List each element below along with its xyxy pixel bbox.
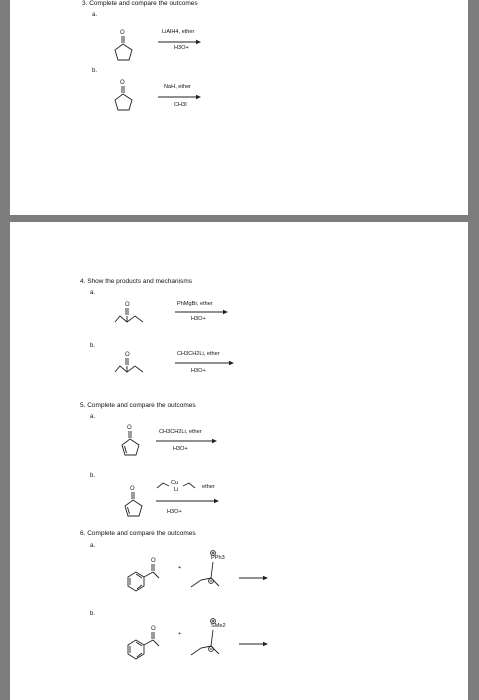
question-3b-label: b. <box>92 68 98 74</box>
question-3a-label: a. <box>92 12 98 18</box>
question-4a-label: a. <box>90 290 96 296</box>
ketone-structure <box>113 350 165 378</box>
cuprate-structure <box>157 480 203 492</box>
reaction-4b-reagent-top: CH3CH2Li, ether <box>177 351 220 357</box>
reaction-5b-reagent-bottom: H3O+ <box>167 509 182 515</box>
cyclopentanone-structure <box>113 28 153 64</box>
phenyl-ketone-structure <box>122 556 170 596</box>
reaction-4b-arrow <box>175 360 235 366</box>
svg-text:O: O <box>120 30 125 36</box>
cyclopentanone-structure <box>113 78 153 114</box>
reaction-3b-reagent-top: NaH, ether <box>164 84 192 90</box>
reaction-3b-reagent-bottom: CH3I <box>174 102 187 108</box>
ylide-sulfur-group: SMe2 <box>211 623 226 629</box>
reaction-4b-reagent-bottom: H3O+ <box>191 368 206 374</box>
reaction-3a-reagent-bottom: H3O+ <box>174 45 189 51</box>
svg-text:O: O <box>125 352 130 358</box>
question-4b-label: b. <box>90 343 96 349</box>
reaction-3b-arrow <box>158 94 202 100</box>
cyclopentenone-structure <box>120 423 160 461</box>
svg-text:O: O <box>127 425 132 431</box>
question-6b-label: b. <box>90 611 96 617</box>
document-page-1 <box>10 0 468 215</box>
question-5b-label: b. <box>90 473 96 479</box>
reaction-4a-reagent-top: PhMgBr, ether <box>177 301 213 307</box>
reaction-5b-arrow <box>156 498 220 504</box>
svg-text:O: O <box>120 80 125 86</box>
reaction-4a-arrow <box>175 309 229 315</box>
plus-sign: + <box>178 565 182 571</box>
svg-text:O: O <box>130 486 135 492</box>
svg-text:O: O <box>125 302 130 308</box>
ketone-structure <box>113 300 165 328</box>
question-6a-label: a. <box>90 543 96 549</box>
cuprate-copper-label: Cu <box>171 480 179 486</box>
reaction-5a-reagent-top: CH3CH2Li, ether <box>159 429 202 435</box>
question-5-heading: 5. Complete and compare the outcomes <box>80 402 196 409</box>
question-3-heading: 3. Complete and compare the outcomes <box>82 0 198 7</box>
document-page-2 <box>10 222 468 700</box>
phenyl-ketone-structure <box>122 624 170 664</box>
question-5a-label: a. <box>90 414 96 420</box>
reaction-4a-reagent-bottom: H3O+ <box>191 316 206 322</box>
cuprate-lithium-label: Li <box>174 487 179 493</box>
reaction-5a-arrow <box>156 438 218 444</box>
svg-text:O: O <box>151 558 156 564</box>
svg-text:O: O <box>151 626 156 632</box>
reaction-5a-reagent-bottom: H3O+ <box>173 446 188 452</box>
reaction-6b-arrow <box>239 641 269 647</box>
reaction-5b-reagent-top: ether <box>202 484 215 490</box>
question-4-heading: 4. Show the products and mechanisms <box>80 278 193 285</box>
plus-sign: + <box>178 631 182 637</box>
reaction-6a-arrow <box>239 575 269 581</box>
question-6-heading: 6. Complete and compare the outcomes <box>80 530 196 537</box>
ylide-phosphorus-group: PPh3 <box>211 555 225 561</box>
reaction-3a-reagent-top: LiAlH4, ether <box>162 29 195 35</box>
